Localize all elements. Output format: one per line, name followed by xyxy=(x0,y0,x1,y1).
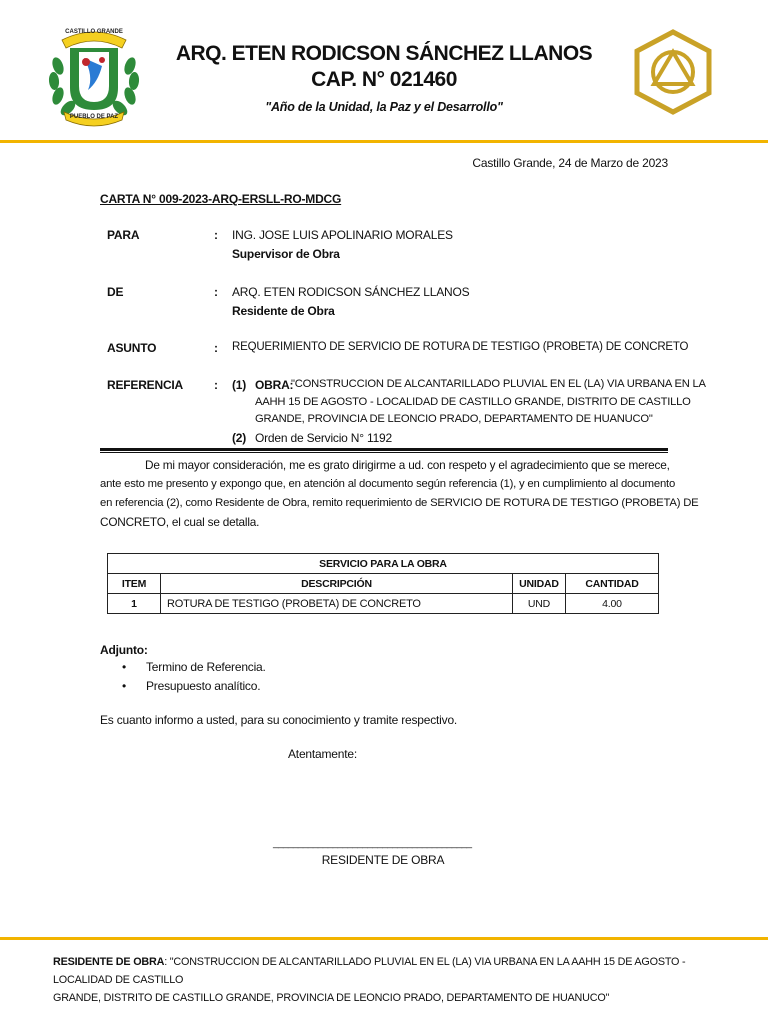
closing-text: Es cuanto informo a usted, para su conocimiento y tramite respectivo. xyxy=(100,713,458,727)
header-divider xyxy=(0,140,768,143)
col-unidad: UNIDAD xyxy=(513,574,566,594)
list-item: • Presupuesto analítico. xyxy=(100,677,266,696)
cell-unidad: UND xyxy=(513,594,566,614)
de-colon: : xyxy=(214,285,218,299)
ref1-number: (1) xyxy=(232,378,247,392)
atentamente: Atentamente: xyxy=(288,747,357,761)
body-line-1: De mi mayor consideración, me es grato dirigirme a ud. con respeto y el agradecimiento que se merece, xyxy=(145,458,670,472)
signature-title: RESIDENTE DE OBRA xyxy=(321,853,445,867)
ref1-line2: AAHH 15 DE AGOSTO - LOCALIDAD DE CASTILLO GRANDE, DISTRITO DE CASTILLO xyxy=(255,396,691,408)
cell-descripcion: ROTURA DE TESTIGO (PROBETA) DE CONCRETO xyxy=(161,594,513,614)
col-descripcion: DESCRIPCIÓN xyxy=(161,574,513,594)
ref1-line3: GRANDE, PROVINCIA DE LEONCIO PRADO, DEPARTAMENTO DE HUANUCO" xyxy=(255,413,653,425)
referencia-label: REFERENCIA xyxy=(107,378,184,392)
carta-number: CARTA N° 009-2023-ARQ-ERSLL-RO-MDCG xyxy=(100,192,342,206)
footer-label: RESIDENTE DE OBRA xyxy=(53,956,165,968)
adjunto-list xyxy=(100,658,266,696)
de-role: Residente de Obra xyxy=(232,304,335,318)
asunto-text: REQUERIMIENTO DE SERVICIO DE ROTURA DE TESTIGO (PROBETA) DE CONCRETO xyxy=(232,341,689,353)
para-label: PARA xyxy=(107,228,140,242)
de-label: DE xyxy=(107,285,124,299)
footer-line2: GRANDE, DISTRITO DE CASTILLO GRANDE, PROVINCIA DE LEONCIO PRADO, DEPARTAMENTO DE HUANUCO" xyxy=(53,992,610,1004)
signature-line: ________________________________________ xyxy=(273,838,472,849)
section-divider xyxy=(100,448,668,453)
body-line-2: ante esto me presento y expongo que, en atención al documento según referencia (1), y en cumplimiento al documento xyxy=(100,478,676,490)
body-line-3: en referencia (2), como Residente de Obra, remito requerimiento de SERVICIO DE ROTURA DE TESTIGO (PROBETA) DE xyxy=(100,497,699,509)
body-line-4: CONCRETO, el cual se detalla. xyxy=(100,515,260,529)
asunto-label: ASUNTO xyxy=(107,341,157,355)
col-item: ITEM xyxy=(108,574,161,594)
service-table xyxy=(107,553,659,614)
de-name: ARQ. ETEN RODICSON SÁNCHEZ LLANOS xyxy=(232,285,470,299)
cell-cantidad: 4.00 xyxy=(566,594,659,614)
header-cap: CAP. N° 021460 xyxy=(311,68,457,91)
referencia-colon: : xyxy=(214,378,218,392)
ref2-text: Orden de Servicio N° 1192 xyxy=(255,431,392,445)
table-title: SERVICIO PARA LA OBRA xyxy=(108,554,659,574)
logo-top-text: CASTILLO GRANDE xyxy=(65,29,123,35)
header-motto: "Año de la Unidad, la Paz y el Desarrollo" xyxy=(265,100,503,114)
footer-line1: : "CONSTRUCCION DE ALCANTARILLADO PLUVIAL EN EL (LA) VIA URBANA EN LA AAHH 15 DE AGOSTO - LOCALIDAD DE CASTILLO xyxy=(53,956,686,986)
footer-divider xyxy=(0,937,768,940)
para-colon: : xyxy=(214,228,218,242)
logo-bottom-text: PUEBLO DE PAZ xyxy=(69,114,119,120)
adjunto-label: Adjunto: xyxy=(100,643,148,657)
col-cantidad: CANTIDAD xyxy=(566,574,659,594)
ref2-number: (2) xyxy=(232,431,247,445)
footer-text xyxy=(53,953,733,1007)
list-item: • Termino de Referencia. xyxy=(100,658,266,677)
para-role: Supervisor de Obra xyxy=(232,247,340,261)
table-row xyxy=(108,594,659,614)
asunto-colon: : xyxy=(214,341,218,355)
para-name: ING. JOSE LUIS APOLINARIO MORALES xyxy=(232,228,453,242)
ref1-prefix: OBRA: xyxy=(255,378,294,392)
header-name: ARQ. ETEN RODICSON SÁNCHEZ LLANOS xyxy=(175,42,593,65)
place-date: Castillo Grande, 24 de Marzo de 2023 xyxy=(472,156,668,170)
cell-item: 1 xyxy=(108,594,161,614)
ref1-line1: "CONSTRUCCION DE ALCANTARILLADO PLUVIAL EN EL (LA) VIA URBANA EN LA xyxy=(291,378,706,390)
